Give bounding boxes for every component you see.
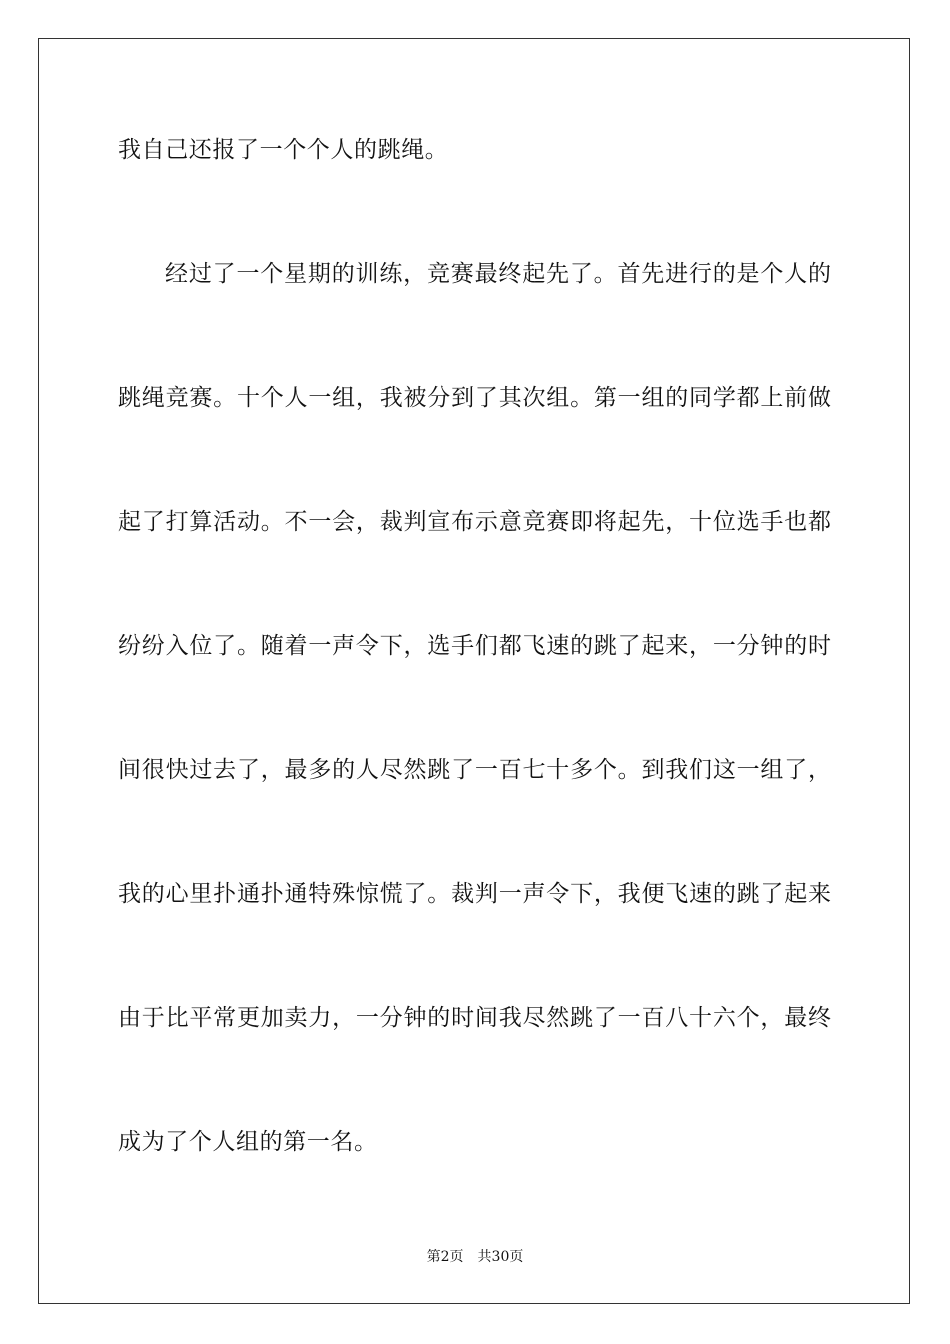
text-line-2: 经过了一个星期的训练，竞赛最终起先了。首先进行的是个人的: [165, 261, 831, 287]
text-line-5: 纷纷入位了。随着一声令下，选手们都飞速的跳了起来，一分钟的时: [118, 633, 831, 659]
page-number-footer: 第2页 共30页: [426, 1249, 524, 1265]
text-line-4: 起了打算活动。不一会，裁判宣布示意竞赛即将起先，十位选手也都: [118, 509, 831, 535]
text-line-3: 跳绳竞赛。十个人一组，我被分到了其次组。第一组的同学都上前做: [118, 385, 831, 411]
text-line-8: 由于比平常更加卖力，一分钟的时间我尽然跳了一百八十六个，最终: [118, 1005, 831, 1031]
text-line-9: 成为了个人组的第一名。: [118, 1129, 378, 1155]
text-line-7: 我的心里扑通扑通特殊惊慌了。裁判一声令下，我便飞速的跳了起来: [118, 881, 831, 907]
page-border: [38, 38, 910, 1304]
text-line-6: 间很快过去了，最多的人尽然跳了一百七十多个。到我们这一组了，: [118, 757, 831, 783]
text-line-1: 我自己还报了一个个人的跳绳。: [118, 137, 449, 163]
